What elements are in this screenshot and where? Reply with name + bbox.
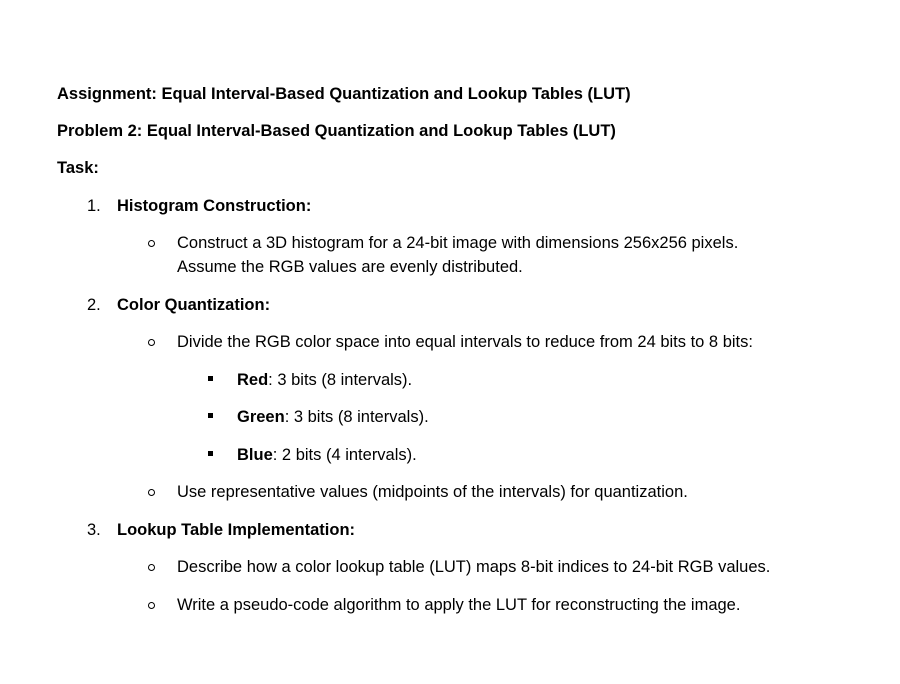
subitem-blue	[237, 443, 417, 467]
subitem-label: Green	[237, 408, 285, 426]
subitem-label: Blue	[237, 446, 273, 464]
bullet-text: Describe how a color lookup table (LUT) maps 8-bit indices to 24-bit RGB values.	[177, 558, 771, 576]
square-bullet-icon	[208, 376, 213, 381]
bullet-text: Divide the RGB color space into equal intervals to reduce from 24 bits to 8 bits:	[177, 333, 753, 351]
square-bullet-icon	[208, 451, 213, 456]
section-number: 2.	[87, 296, 101, 314]
square-bullet-icon	[208, 413, 213, 418]
subitem-label: Red	[237, 371, 269, 389]
section-heading-histogram: Histogram Construction:	[117, 197, 312, 215]
subitem-text: : 3 bits (8 intervals).	[284, 408, 429, 426]
task-label: Task:	[57, 159, 99, 177]
section-number: 3.	[87, 521, 101, 539]
circle-bullet-icon	[148, 339, 155, 346]
circle-bullet-icon	[148, 602, 155, 609]
document-title: Assignment: Equal Interval-Based Quantization and Lookup Tables (LUT)	[57, 85, 631, 103]
circle-bullet-icon	[148, 564, 155, 571]
subitem-text: : 2 bits (4 intervals).	[272, 446, 417, 464]
problem-heading: Problem 2: Equal Interval-Based Quantization and Lookup Tables (LUT)	[57, 122, 616, 140]
subitem-red	[237, 368, 412, 392]
bullet-text-continued: Assume the RGB values are evenly distributed.	[177, 258, 523, 276]
subitem-green	[237, 405, 429, 429]
circle-bullet-icon	[148, 489, 155, 496]
section-number: 1.	[87, 197, 101, 215]
bullet-text: Use representative values (midpoints of the intervals) for quantization.	[177, 483, 688, 501]
section-heading-lut: Lookup Table Implementation:	[117, 521, 356, 539]
circle-bullet-icon	[148, 240, 155, 247]
bullet-text: Construct a 3D histogram for a 24-bit image with dimensions 256x256 pixels.	[177, 234, 739, 252]
subitem-text: : 3 bits (8 intervals).	[268, 371, 413, 389]
bullet-text: Write a pseudo-code algorithm to apply the LUT for reconstructing the image.	[177, 596, 741, 614]
section-heading-quantization: Color Quantization:	[117, 296, 271, 314]
